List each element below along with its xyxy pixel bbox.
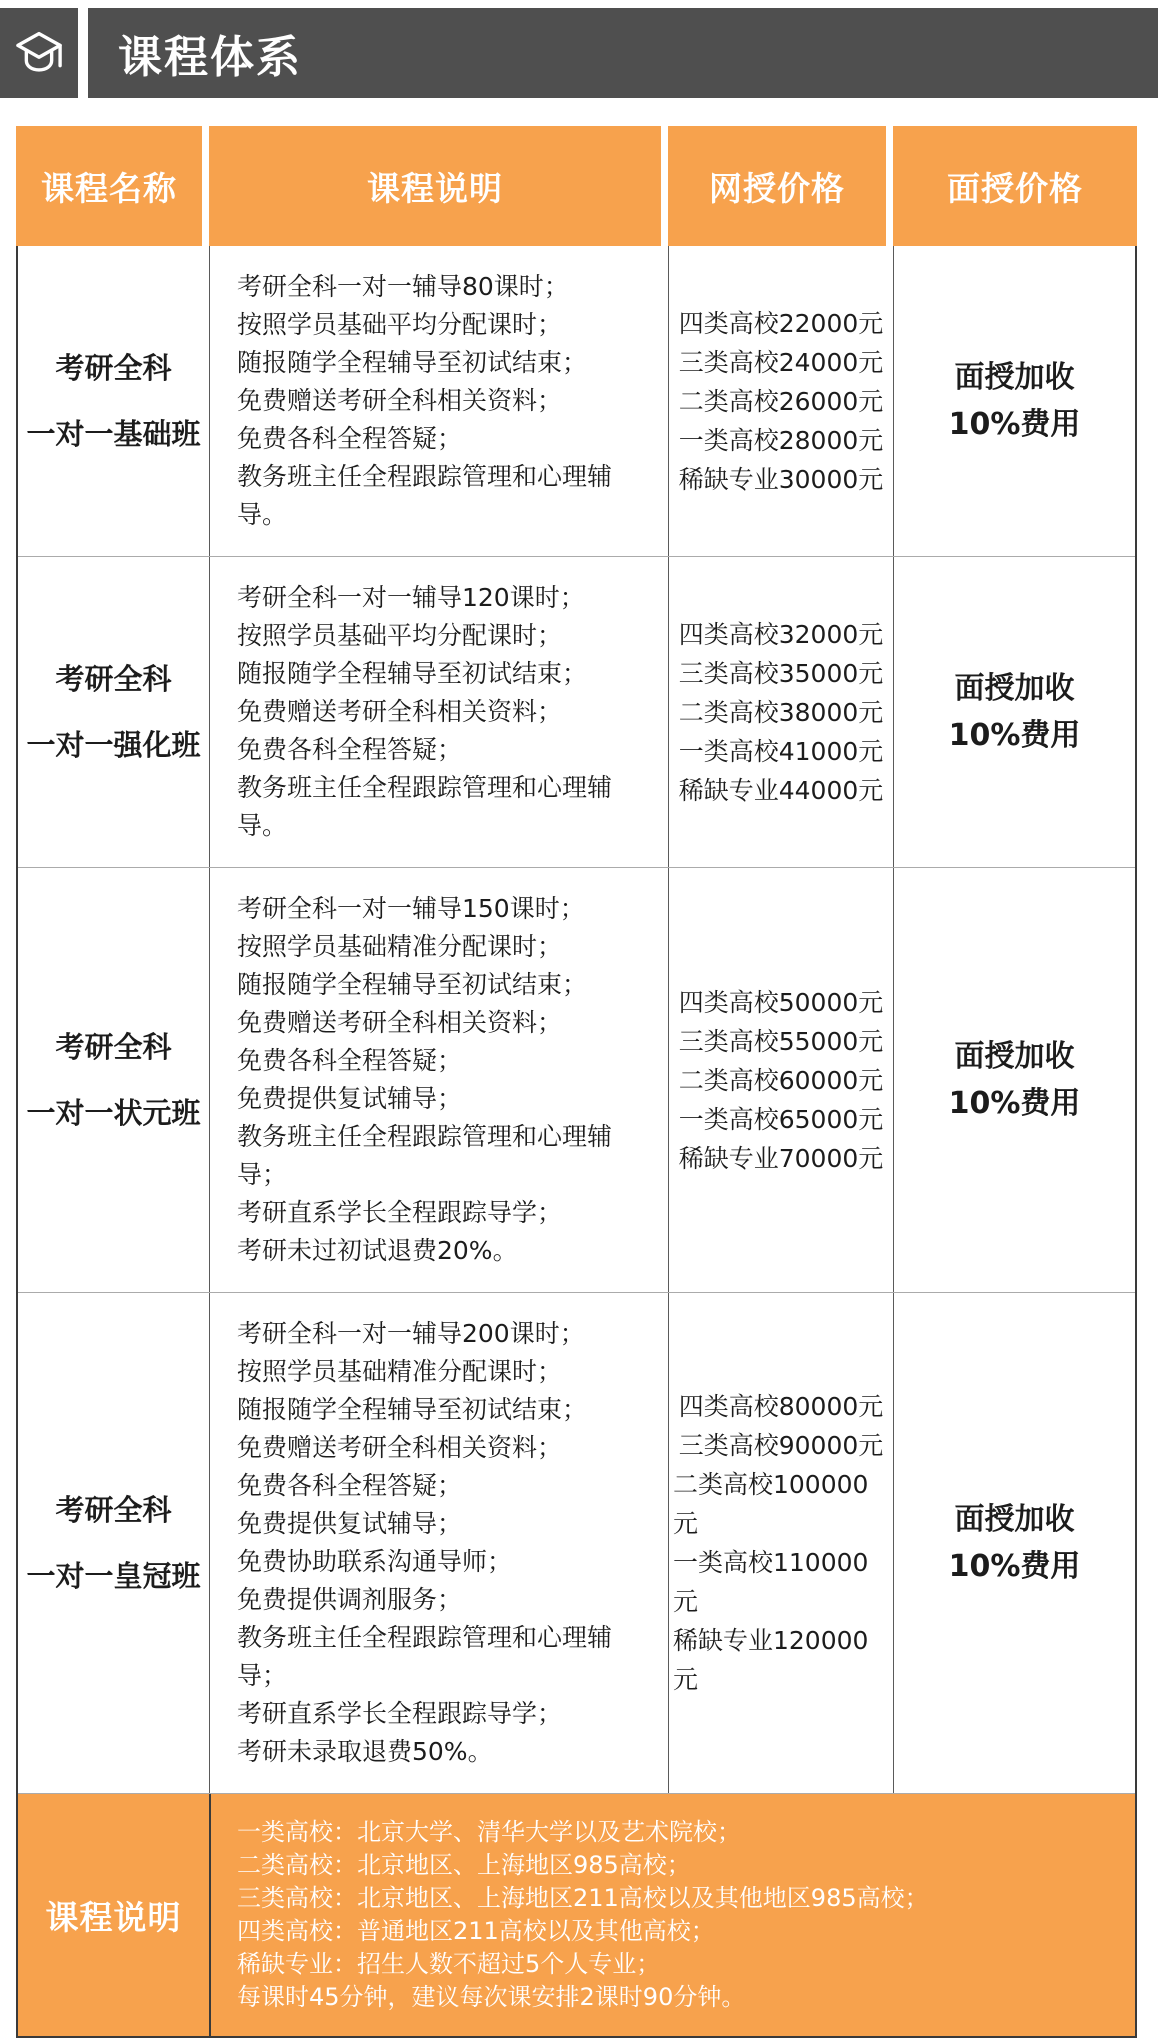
text-line: 免费各科全程答疑； (237, 1471, 463, 1500)
text-line: 面授加收 (954, 1502, 1075, 1537)
text-line: 按照学员基础平均分配课时； (237, 310, 563, 339)
text-line: 随报随学全程辅导至初试结束； (237, 1395, 588, 1424)
course-name-cell (18, 1293, 209, 1793)
graduation-cap-icon (12, 26, 66, 80)
footer-notes-cell (209, 1794, 1135, 2036)
text-line: 教务班主任全程跟踪管理和心理辅导； (237, 1122, 613, 1189)
text-line: 每课时45分钟，建议每次课安排2课时90分钟。 (237, 1983, 746, 2011)
table-header-row (16, 126, 1137, 246)
text-line: 随报随学全程辅导至初试结束； (237, 970, 588, 999)
text-line: 教务班主任全程跟踪管理和心理辅导。 (237, 462, 613, 529)
text-line: 按照学员基础精准分配课时； (237, 932, 563, 961)
text-line: 免费各科全程答疑； (237, 735, 463, 764)
text-line: 免费赠送考研全科相关资料； (237, 1008, 563, 1037)
text-line: 10%费用 (948, 407, 1081, 442)
course-name-line1: 考研全科 (55, 351, 172, 385)
text-line: 10%费用 (948, 1549, 1081, 1584)
course-name-line1: 考研全科 (55, 1493, 172, 1527)
text-line: 考研全科一对一辅导200课时； (237, 1319, 585, 1348)
text-line: 四类高校22000元 (678, 308, 884, 338)
text-line: 三类高校90000元 (678, 1431, 884, 1460)
course-name-line2: 一对一状元班 (26, 1096, 201, 1130)
text-line: 一类高校：北京大学、清华大学以及艺术院校； (237, 1818, 741, 1846)
course-description-cell (209, 246, 668, 556)
text-line: 随报随学全程辅导至初试结束； (237, 659, 588, 688)
table-row-crown-class (18, 1292, 1135, 1793)
text-line: 考研全科一对一辅导80课时； (237, 272, 569, 301)
text-line: 四类高校：普通地区211高校以及其他高校； (237, 1917, 715, 1945)
banner-icon-box (0, 8, 78, 98)
course-pricing-table (16, 126, 1137, 2038)
page (0, 8, 1158, 2038)
text-line: 三类高校55000元 (678, 1026, 884, 1056)
course-name-line1: 考研全科 (55, 1030, 172, 1064)
text-line: 二类高校26000元 (678, 386, 884, 416)
online-price-cell (668, 868, 893, 1292)
text-line: 免费各科全程答疑； (237, 424, 463, 453)
course-description-cell (209, 1293, 668, 1793)
text-line: 免费赠送考研全科相关资料； (237, 1433, 563, 1462)
text-line: 二类高校38000元 (678, 697, 884, 727)
text-line: 一类高校41000元 (678, 736, 884, 766)
column-header: 课程说明 (367, 168, 503, 208)
course-name-cell (18, 557, 209, 867)
text-line: 一类高校28000元 (678, 425, 884, 455)
table-row-basic-class (18, 246, 1135, 556)
text-line: 免费赠送考研全科相关资料； (237, 386, 563, 415)
text-line: 稀缺专业：招生人数不超过5个人专业； (237, 1950, 661, 1978)
text-line: 二类高校60000元 (678, 1065, 884, 1095)
header-cell-online-price (668, 126, 893, 246)
text-line: 面授加收 (954, 671, 1075, 706)
text-line: 10%费用 (948, 1086, 1081, 1121)
text-line: 一类高校110000元 (673, 1548, 869, 1616)
text-line: 免费各科全程答疑； (237, 1046, 463, 1075)
text-line: 稀缺专业70000元 (678, 1143, 884, 1173)
table-footer-notes (18, 1793, 1135, 2036)
text-line: 免费提供调剂服务； (237, 1585, 463, 1614)
text-line: 三类高校35000元 (678, 658, 884, 688)
text-line: 考研未录取退费50%。 (237, 1737, 493, 1766)
course-name-line2: 一对一皇冠班 (26, 1559, 201, 1593)
course-name-line2: 一对一强化班 (26, 728, 201, 762)
text-line: 面授加收 (954, 1039, 1075, 1074)
header-cell-course-name (16, 126, 209, 246)
text-line: 考研全科一对一辅导120课时； (237, 583, 585, 612)
column-header: 网授价格 (709, 168, 845, 208)
course-name-cell (18, 246, 209, 556)
page-banner (0, 8, 1158, 98)
text-line: 考研直系学长全程跟踪导学； (237, 1198, 563, 1227)
text-line: 稀缺专业44000元 (678, 775, 884, 805)
footer-label-cell (18, 1794, 209, 2036)
course-name-line2: 一对一基础班 (26, 417, 201, 451)
text-line: 四类高校80000元 (678, 1392, 884, 1421)
text-line: 二类高校100000元 (673, 1470, 869, 1538)
text-line: 按照学员基础精准分配课时； (237, 1357, 563, 1386)
text-line: 稀缺专业30000元 (678, 464, 884, 494)
text-line: 四类高校32000元 (678, 619, 884, 649)
online-price-cell (668, 1293, 893, 1793)
online-price-cell (668, 557, 893, 867)
table-row-top-scorer-class (18, 867, 1135, 1292)
text-line: 考研全科一对一辅导150课时； (237, 894, 585, 923)
text-line: 稀缺专业120000元 (673, 1626, 869, 1694)
footer-row (18, 1794, 1135, 2036)
text-line: 按照学员基础平均分配课时； (237, 621, 563, 650)
offline-price-cell (893, 557, 1135, 867)
text-line: 面授加收 (954, 360, 1075, 395)
table-body (16, 246, 1137, 2038)
offline-price-cell (893, 1293, 1135, 1793)
footer-label: 课程说明 (45, 1897, 182, 1937)
text-line: 四类高校50000元 (678, 987, 884, 1017)
text-line: 免费协助联系沟通导师； (237, 1547, 513, 1576)
text-line: 三类高校：北京地区、上海地区211高校以及其他地区985高校； (237, 1884, 929, 1912)
text-line: 二类高校：北京地区、上海地区985高校； (237, 1851, 691, 1879)
text-line: 教务班主任全程跟踪管理和心理辅导； (237, 1623, 613, 1690)
offline-price-cell (893, 868, 1135, 1292)
text-line: 三类高校24000元 (678, 347, 884, 377)
text-line: 教务班主任全程跟踪管理和心理辅导。 (237, 773, 613, 840)
page-title: 课程体系 (118, 32, 302, 83)
column-header: 课程名称 (41, 168, 177, 208)
column-header: 面授价格 (947, 168, 1083, 208)
text-line: 随报随学全程辅导至初试结束； (237, 348, 588, 377)
online-price-cell (668, 246, 893, 556)
text-line: 免费提供复试辅导； (237, 1084, 463, 1113)
course-name-line1: 考研全科 (55, 662, 172, 696)
header-cell-course-description (209, 126, 668, 246)
text-line: 免费赠送考研全科相关资料； (237, 697, 563, 726)
text-line: 考研未过初试退费20%。 (237, 1236, 518, 1265)
header-cell-offline-price (893, 126, 1137, 246)
course-description-cell (209, 868, 668, 1292)
table-row-intensive-class (18, 556, 1135, 867)
text-line: 考研直系学长全程跟踪导学； (237, 1699, 563, 1728)
course-name-cell (18, 868, 209, 1292)
text-line: 一类高校65000元 (678, 1104, 884, 1134)
text-line: 免费提供复试辅导； (237, 1509, 463, 1538)
course-description-cell (209, 557, 668, 867)
banner-bar (88, 8, 1158, 98)
text-line: 10%费用 (948, 718, 1081, 753)
offline-price-cell (893, 246, 1135, 556)
